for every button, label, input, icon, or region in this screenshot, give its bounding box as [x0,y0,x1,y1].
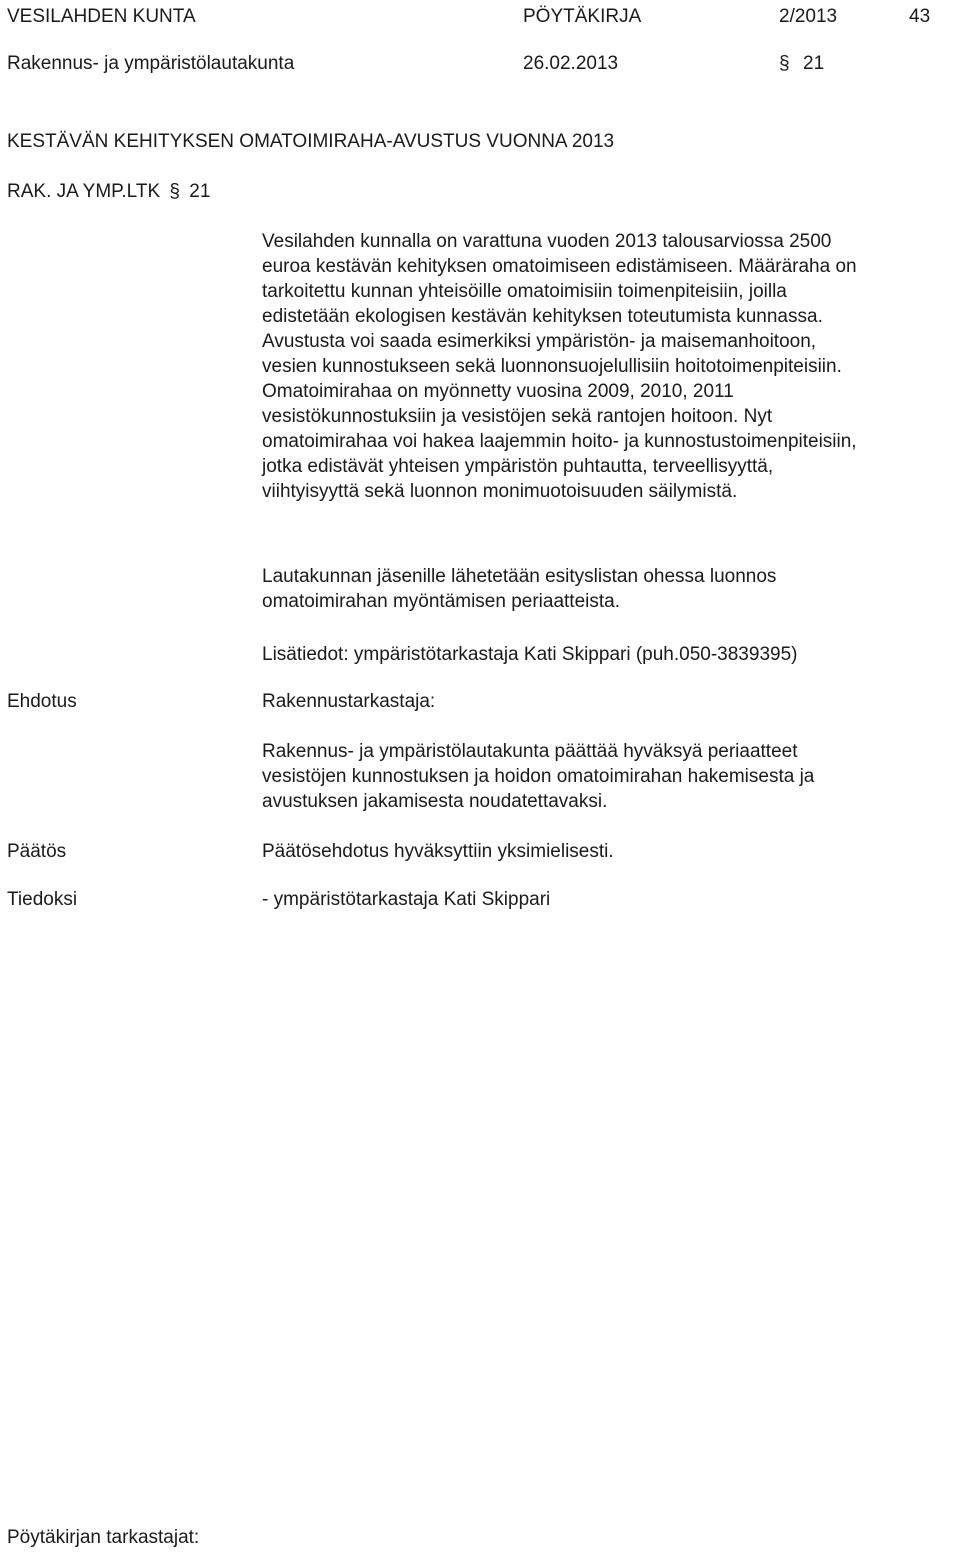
proposal-label: Ehdotus [7,691,77,712]
proposal-presenter: Rakennustarkastaja: [262,691,436,712]
reference-symbol: § [169,181,180,202]
paragraph-line: avustuksen jakamisesta noudatettavaksi. [262,791,608,812]
reference-number: 21 [189,181,211,202]
paragraph-line: Omatoimirahaa on myönnetty vuosina 2009, 2010, 2011 [262,381,734,402]
proposal-text [262,739,952,814]
paragraph-line: vesien kunnostukseen sekä luonnonsuojelullisiin hoitotoimenpiteisiin. [262,356,842,377]
decision-text: Päätösehdotus hyväksyttiin yksimielisesti. [262,841,614,862]
background-paragraph [262,229,952,504]
section-symbol: § [779,53,790,74]
paragraph-line: Avustusta voi saada esimerkiksi ympäristön- ja maisemanhoitoon, [262,331,817,352]
issue-number: 2/2013 [779,6,838,27]
paragraph-line: edistetään ekologisen kestävän kehityksen toteutumista kunnassa. [262,306,823,327]
paragraph-line: vesistökunnostuksiin ja vesistöjen sekä rantojen hoitoon. Nyt [262,406,773,427]
paragraph-line: viihtyisyyttä sekä luonnon monimuotoisuuden säilymistä. [262,481,738,502]
contact-info: Lisätiedot: ympäristötarkastaja Kati Skippari (puh.050-3839395) [262,644,798,665]
minutes-checkers-label: Pöytäkirjan tarkastajat: [7,1527,200,1548]
municipality-name: VESILAHDEN KUNTA [7,6,196,27]
notification-label: Tiedoksi [7,889,78,910]
paragraph-line: Lautakunnan jäsenille lähetetään esityslistan ohessa luonnos [262,566,777,587]
page-number: 43 [909,6,931,27]
committee-reference [7,179,210,204]
attachment-paragraph [262,564,952,614]
committee-name: Rakennus- ja ympäristölautakunta [7,53,295,74]
section-number: 21 [803,53,825,74]
meeting-date: 26.02.2013 [523,53,619,74]
reference-prefix: RAK. JA YMP.LTK [7,181,161,202]
paragraph-line: tarkoitettu kunnan yhteisöille omatoimisiin toimenpiteisiin, joilla [262,281,787,302]
paragraph-line: omatoimirahan myöntämisen periaatteista. [262,591,621,612]
decision-label: Päätös [7,841,67,862]
notification-text: - ympäristötarkastaja Kati Skippari [262,889,551,910]
paragraph-line: euroa kestävän kehityksen omatoimiseen edistämiseen. Määräraha on [262,256,857,277]
paragraph-line: jotka edistävät yhteisen ympäristön puhtautta, terveellisyyttä, [262,456,774,477]
paragraph-line: omatoimirahaa voi hakea laajemmin hoito- ja kunnostustoimenpiteisiin, [262,431,857,452]
paragraph-line: Vesilahden kunnalla on varattuna vuoden 2013 talousarviossa 2500 [262,231,832,252]
paragraph-line: Rakennus- ja ympäristölautakunta päättää hyväksyä periaatteet [262,741,798,762]
paragraph-line: vesistöjen kunnostuksen ja hoidon omatoimirahan hakemisesta ja [262,766,815,787]
item-title: KESTÄVÄN KEHITYKSEN OMATOIMIRAHA-AVUSTUS VUONNA 2013 [7,131,615,152]
document-type: PÖYTÄKIRJA [523,6,642,27]
